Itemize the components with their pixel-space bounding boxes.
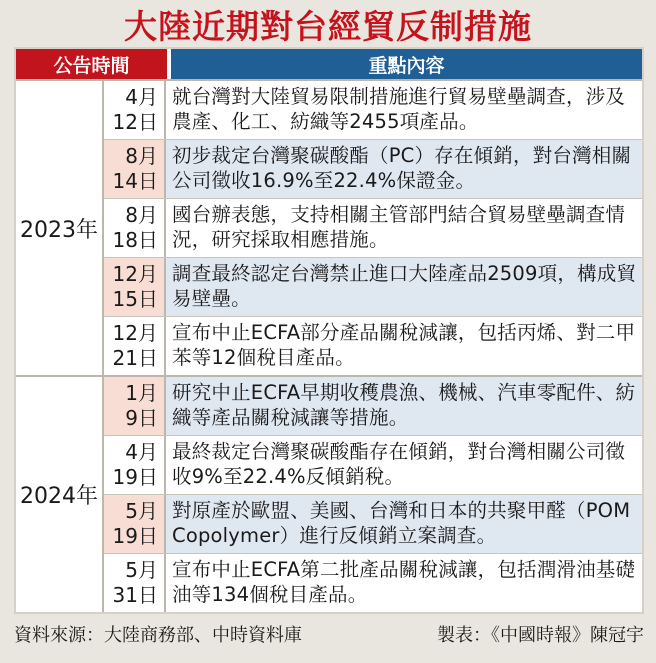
day-label: 19日 <box>112 465 158 489</box>
content-cell: 調查最終認定台灣禁止進口大陸產品2509項，構成貿易壁壘。 <box>166 258 642 316</box>
date-cell <box>104 554 166 612</box>
date-cell <box>104 199 166 257</box>
month-label: 8月 <box>125 203 158 227</box>
month-label: 5月 <box>125 499 158 523</box>
date-cell <box>104 81 166 139</box>
month-label: 1月 <box>125 381 158 405</box>
table-row <box>104 139 642 198</box>
day-label: 9日 <box>125 406 158 430</box>
month-label: 12月 <box>112 321 158 345</box>
content-cell: 最終裁定台灣聚碳酸酯存在傾銷，對台灣相關公司徵收9%至22.4%反傾銷稅。 <box>172 440 626 488</box>
header-content: 重點內容 <box>171 49 642 79</box>
date-cell <box>104 140 166 198</box>
content-cell: 初步裁定台灣聚碳酸酯（PC）存在傾銷，對台灣相關公司徵收16.9%至22.4%保證金。 <box>166 140 642 198</box>
month-label: 4月 <box>125 85 158 109</box>
date-cell <box>104 258 166 316</box>
table-header <box>16 49 642 79</box>
table-row <box>104 316 642 375</box>
date-cell <box>104 495 166 553</box>
measures-table <box>14 47 644 614</box>
year-group-2024 <box>16 375 642 612</box>
table-row <box>104 377 642 435</box>
date-cell <box>104 377 166 435</box>
page-title: 大陸近期對台經貿反制措施 <box>124 7 532 46</box>
credit-note: 製表：《中國時報》陳冠宇 <box>437 625 644 646</box>
year-rows <box>104 377 642 612</box>
content-cell: 國台辦表態，支持相關主管部門結合貿易壁壘調查情況，研究採取相應措施。 <box>172 203 626 251</box>
date-cell <box>104 436 166 494</box>
day-label: 31日 <box>112 583 158 607</box>
table-row <box>104 257 642 316</box>
content-cell: 就台灣對大陸貿易限制措施進行貿易壁壘調查，涉及農產、化工、紡織等2455項產品。 <box>172 85 626 133</box>
day-label: 18日 <box>112 228 158 252</box>
year-group-2023 <box>16 79 642 375</box>
date-cell <box>104 317 166 375</box>
content-cell: 對原產於歐盟、美國、台灣和日本的共聚甲醛（POM Copolymer）進行反傾銷立案調查。 <box>166 495 642 553</box>
year-label: 2024年 <box>16 377 104 612</box>
table-row <box>104 553 642 612</box>
header-time: 公告時間 <box>16 49 167 79</box>
table-row <box>104 494 642 553</box>
day-label: 19日 <box>112 524 158 548</box>
day-label: 15日 <box>112 287 158 311</box>
year-label: 2023年 <box>16 81 104 375</box>
table-row <box>104 198 642 257</box>
day-label: 14日 <box>112 169 158 193</box>
content-cell: 宣布中止ECFA部分產品關稅減讓，包括丙烯、對二甲苯等12個稅目產品。 <box>172 321 636 369</box>
day-label: 12日 <box>112 110 158 134</box>
month-label: 5月 <box>125 558 158 582</box>
content-cell: 宣布中止ECFA第二批產品關稅減讓，包括潤滑油基礎油等134個稅目產品。 <box>172 558 636 606</box>
month-label: 12月 <box>112 262 158 286</box>
day-label: 21日 <box>112 346 158 370</box>
footer <box>14 619 644 653</box>
source-note: 資料來源：大陸商務部、中時資料庫 <box>14 625 302 646</box>
table-row <box>104 81 642 139</box>
content-cell: 研究中止ECFA早期收穫農漁、機械、汽車零配件、紡織等產品關稅減讓等措施。 <box>166 377 642 435</box>
month-label: 4月 <box>125 440 158 464</box>
year-rows <box>104 81 642 375</box>
table-row <box>104 435 642 494</box>
month-label: 8月 <box>125 144 158 168</box>
